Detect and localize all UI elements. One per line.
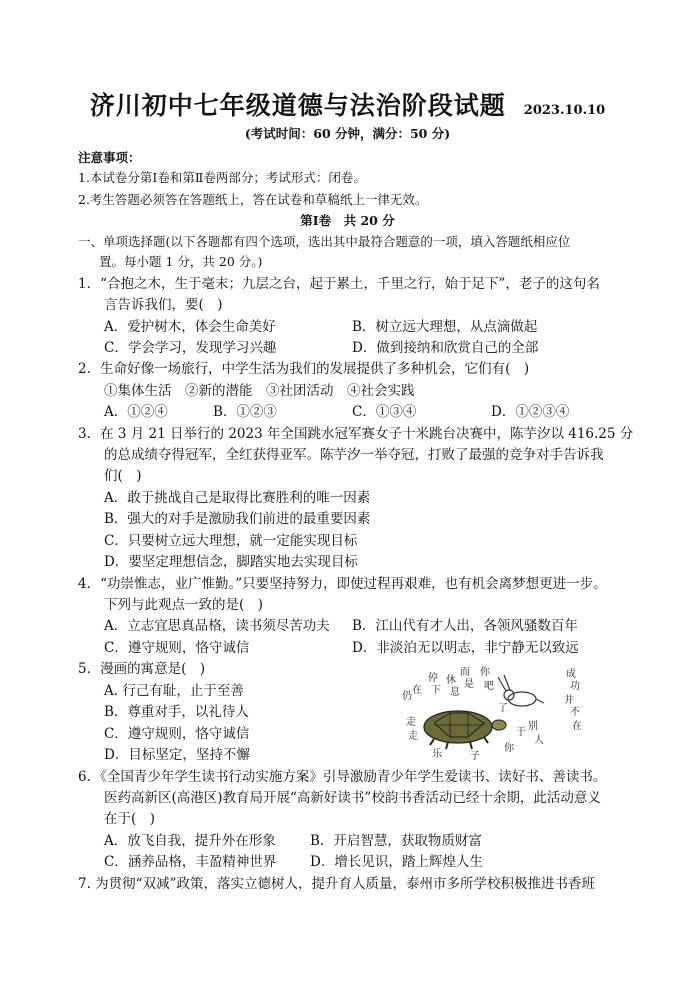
cartoon-text: 走 xyxy=(406,717,416,728)
cartoon-text: 休 xyxy=(446,675,456,686)
option-a: A．敢于挑战自己是取得比赛胜利的唯一因素 xyxy=(104,490,371,506)
option-c: C．只要树立远大理想，就一定能实现目标 xyxy=(104,533,358,549)
cartoon-text: 别 xyxy=(528,721,538,732)
section-title: 第Ⅰ卷 共 20 分 xyxy=(300,213,395,228)
option-b: B．①②③ xyxy=(213,404,277,420)
exam-subtitle: (考试时间：60 分钟，满分：50 分) xyxy=(244,126,451,141)
option-a: A．爱护树木，体会生命美好 xyxy=(104,319,276,335)
cartoon-text: 功 xyxy=(570,681,580,692)
question-stem: 1．“合抱之木，生于毫末；九层之台，起于累土，千里之行，始于足下”，老子的这句名 xyxy=(78,276,600,292)
notes-heading: 注意事项： xyxy=(78,150,141,165)
option-b: B．尊重对手，以礼待人 xyxy=(104,704,249,720)
question-stem: 言告诉我们，要( ) xyxy=(104,297,223,313)
option-b: B．江山代有才人出，各领风骚数百年 xyxy=(352,618,578,634)
exam-title: 济川初中七年级道德与法治阶段试题 xyxy=(89,91,506,120)
cartoon-text: 而 xyxy=(460,667,470,678)
cartoon-text: 仍 xyxy=(402,691,412,702)
cartoon-text: 乐 xyxy=(432,749,442,760)
cartoon-text: 不 xyxy=(570,707,580,718)
cartoon-text: 在 xyxy=(412,685,422,696)
question-stem: 7. 为贯彻“双减”政策，落实立德树人，提升育人质量，泰州市多所学校积极推进书香班 xyxy=(78,876,595,892)
option-c: C．遵守规则，恪守诚信 xyxy=(104,640,250,656)
option-b: B．开启智慧，获取物质财富 xyxy=(310,833,482,849)
notes-item: 1.本试卷分第Ⅰ卷和第Ⅱ卷两部分；考试形式：闭卷。 xyxy=(78,170,366,185)
question-stem: 的总成绩夺得冠军，全红获得亚军。陈芋汐一举夺冠，打败了最强的竞争对手告诉我 xyxy=(104,447,604,463)
question-stem: 2．生命好像一场旅行，中学生活为我们的发展提供了多种机会，它们有( ) xyxy=(78,361,530,377)
cartoon-text: 在 xyxy=(572,721,582,732)
cartoon-text: 吧 xyxy=(484,681,494,692)
question-stem: 们( ) xyxy=(104,468,142,484)
cartoon-text: 并 xyxy=(564,695,574,706)
option-d: D．做到接纳和欣赏自己的全部 xyxy=(352,340,539,356)
question-items: ①集体生活 ②新的潜能 ③社团活动 ④社会实践 xyxy=(104,383,415,399)
option-c: C．遵守规则，恪守诚信 xyxy=(104,726,250,742)
cartoon-text: 了 xyxy=(498,703,508,714)
cartoon-text: 是 xyxy=(464,679,474,690)
question-stem: 6．《全国青少年学生读书行动实施方案》引导激励青少年学生爱读书、读好书、善读书。 xyxy=(78,769,607,785)
cartoon-text: 你 xyxy=(480,667,490,678)
cartoon-text: 下 xyxy=(431,685,441,696)
cartoon-text: 于 xyxy=(516,727,526,738)
cartoon-text: 子 xyxy=(470,751,480,762)
question-stem: 在于( ) xyxy=(104,811,156,827)
cartoon-text: 息 xyxy=(450,687,460,698)
option-d: D．目标坚定，坚持不懈 xyxy=(104,747,250,763)
option-c: C．涵养品格，丰盈精神世界 xyxy=(104,854,277,870)
question-stem: 5．漫画的寓意是( ) xyxy=(78,661,206,677)
option-a: A．立志宜思真品格，读书须尽苦功夫 xyxy=(104,618,330,634)
rabbit-icon xyxy=(498,675,544,706)
option-c: C．①③④ xyxy=(352,404,417,420)
option-c: C．学会学习，发现学习兴趣 xyxy=(104,340,277,356)
option-b: B．树立远大理想，从点滴做起 xyxy=(352,319,538,335)
option-d: D．要坚定理想信念，脚踏实地去实现目标 xyxy=(104,554,358,570)
tortoise-and-hare-cartoon xyxy=(398,663,586,763)
notes-item: 2.考生答题必须答在答题纸上，答在试卷和草稿纸上一律无效。 xyxy=(78,192,428,207)
cartoon-text: 成 xyxy=(566,669,576,680)
option-d: D．非淡泊无以明志，非宁静无以致远 xyxy=(352,640,579,656)
option-a: A. 行己有耻，止于至善 xyxy=(104,683,244,699)
section-instruction: 一、单项选择题(以下各题都有四个选项，选出其中最符合题意的一项，填入答题纸相应位 xyxy=(78,234,571,249)
question-stem: 4．“功崇惟志，业广惟勤。”只要坚持努力，即使过程再艰难，也有机会离梦想更进一步。 xyxy=(78,576,607,592)
cartoon-text: 人 xyxy=(534,735,544,746)
option-b: B．强大的对手是激励我们前进的最重要因素 xyxy=(104,511,371,527)
option-d: D．①②③④ xyxy=(491,404,570,420)
option-a: A．放飞自我，提升外在形象 xyxy=(104,833,276,849)
cartoon-text: 停 xyxy=(428,673,438,684)
exam-date: 2023.10.10 xyxy=(523,103,606,118)
section-instruction: 置。每小题 1 分，共 20 分。) xyxy=(99,254,263,269)
cartoon-text: 你 xyxy=(504,743,514,754)
exam-title-row xyxy=(0,86,695,122)
tortoise-icon xyxy=(424,711,506,749)
cartoon-text: 走 xyxy=(408,731,418,742)
question-stem: 3．在 3 月 21 日举行的 2023 年全国跳水冠军赛女子十米跳台决赛中，陈芋汐以 416.25 分 xyxy=(78,426,634,442)
option-a: A．①②④ xyxy=(104,404,168,420)
question-stem: 下列与此观点一致的是( ) xyxy=(104,597,264,613)
option-d: D．增长见识，踏上辉煌人生 xyxy=(310,854,483,870)
question-stem: 医药高新区(高港区)教育局开展“高新好读书”校韵书香活动已经十余期，此活动意义 xyxy=(104,790,601,806)
